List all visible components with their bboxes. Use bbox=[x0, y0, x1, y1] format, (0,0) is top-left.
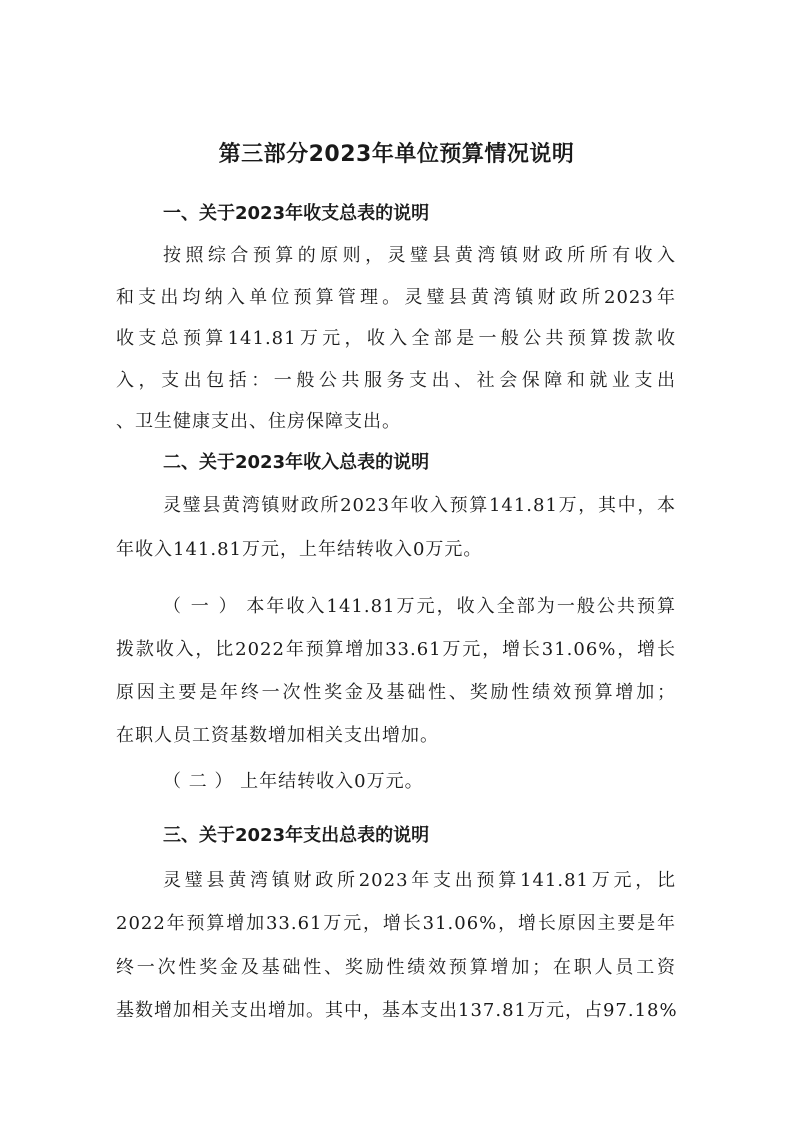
section-3-heading: 三、关于2023年支出总表的说明 bbox=[163, 825, 430, 846]
section-2-para1-line: 灵璧县黄湾镇财政所2023年收入预算141.81万，其中，本 bbox=[163, 495, 676, 516]
section-2-para1-line: 年收入141.81万元，上年结转收入0万元。 bbox=[116, 539, 483, 560]
section-1-line: 按照综合预算的原则，灵璧县黄湾镇财政所所有收入 bbox=[163, 245, 676, 266]
section-2-para2-line: （ 一 ） 本年收入141.81万元，收入全部为一般公共预算 bbox=[163, 596, 676, 617]
section-2-para2-line: 在职人员工资基数增加相关支出增加。 bbox=[116, 725, 439, 746]
section-2-para2-line: 原因主要是年终一次性奖金及基础性、奖励性绩效预算增加； bbox=[116, 682, 676, 703]
page-title: 第三部分2023年单位预算情况说明 bbox=[218, 142, 575, 167]
section-3-line: 灵璧县黄湾镇财政所2023年支出预算141.81万元，比 bbox=[163, 870, 676, 891]
section-2-para3-line: （ 二 ） 上年结转收入0万元。 bbox=[163, 771, 424, 792]
section-2-heading: 二、关于2023年收入总表的说明 bbox=[163, 452, 430, 473]
section-1-line: 收支总预算141.81万元，收入全部是一般公共预算拨款收 bbox=[116, 328, 676, 349]
section-2-para2-line: 拨款收入，比2022年预算增加33.61万元，增长31.06%，增长 bbox=[116, 639, 676, 660]
section-1-line: 入，支出包括：一般公共服务支出、社会保障和就业支出 bbox=[116, 370, 676, 391]
section-1-heading: 一、关于2023年收支总表的说明 bbox=[163, 203, 430, 224]
section-3-line: 2022年预算增加33.61万元，增长31.06%，增长原因主要是年 bbox=[116, 913, 676, 934]
section-1-line: 、卫生健康支出、住房保障支出。 bbox=[116, 411, 401, 432]
section-3-line: 基数增加相关支出增加。其中，基本支出137.81万元，占97.18% bbox=[116, 1000, 678, 1021]
section-3-line: 终一次性奖金及基础性、奖励性绩效预算增加；在职人员工资 bbox=[116, 957, 676, 978]
section-1-line: 和支出均纳入单位预算管理。灵璧县黄湾镇财政所2023年 bbox=[116, 287, 676, 308]
